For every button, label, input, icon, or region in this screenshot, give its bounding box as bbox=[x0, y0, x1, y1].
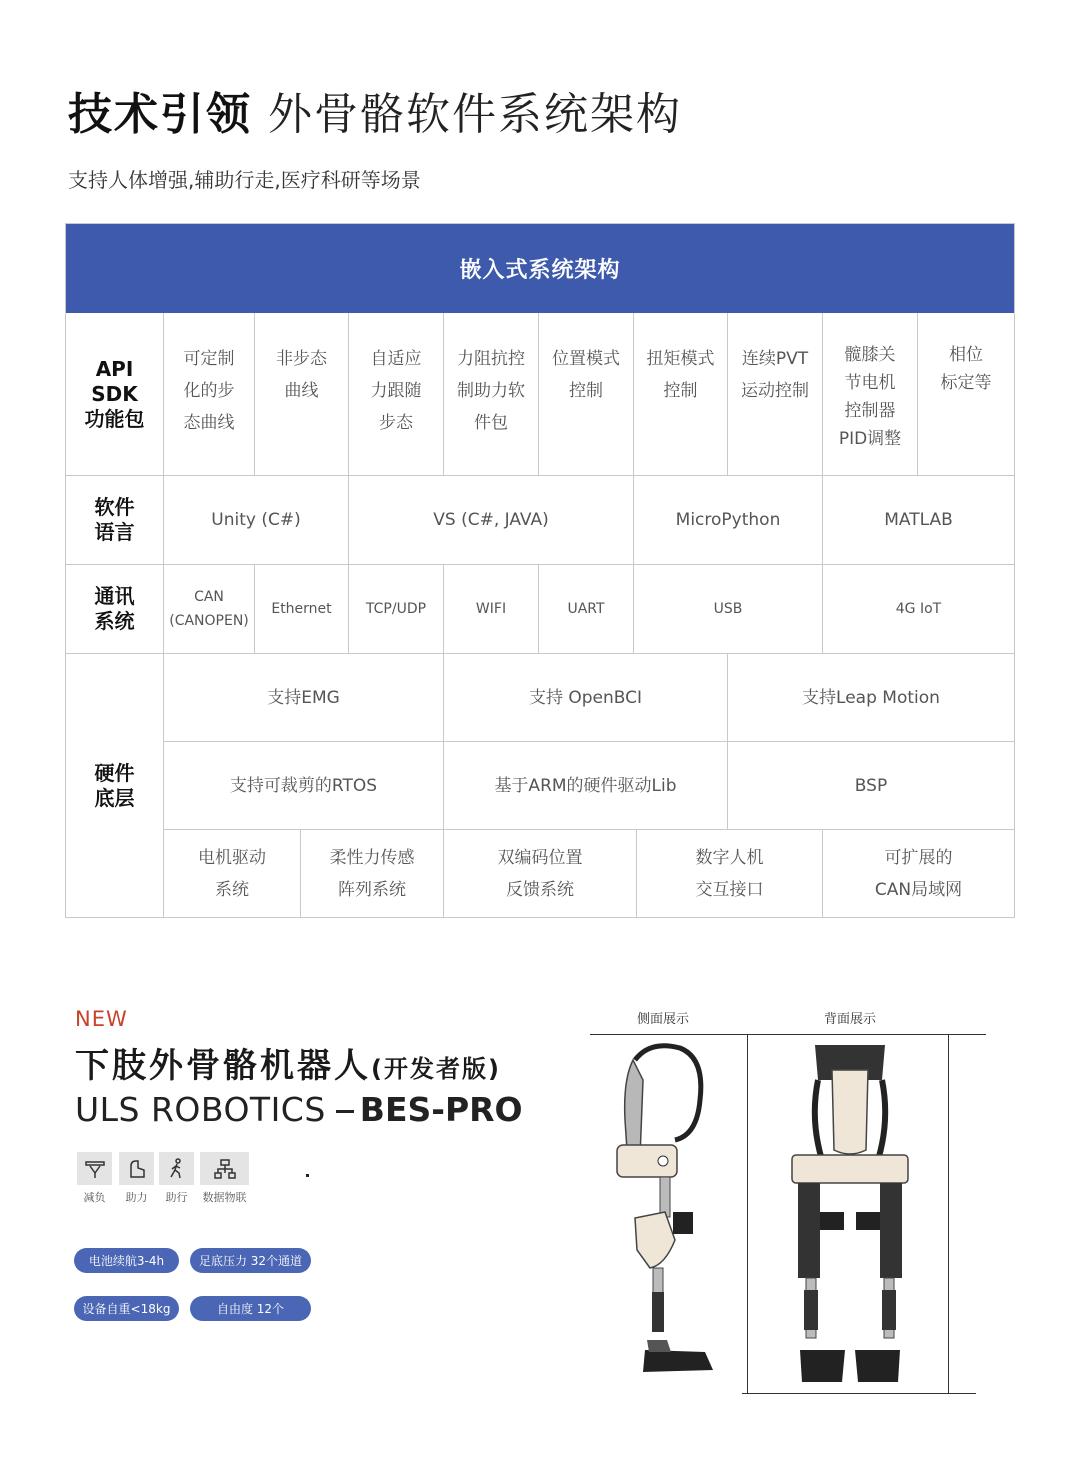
hardware-item: 支持 OpenBCI bbox=[444, 654, 728, 742]
spec-pill-battery: 电池续航3-4h bbox=[74, 1248, 179, 1273]
hardware-item: 柔性力传感 阵列系统 bbox=[301, 830, 444, 918]
feature-network bbox=[200, 1152, 249, 1205]
feature-label: 减负 bbox=[83, 1191, 106, 1204]
language-item: VS (C#, JAVA) bbox=[349, 476, 634, 565]
row-label-hardware: 硬件 底层 bbox=[66, 654, 164, 918]
exoskeleton-back-view bbox=[770, 1040, 930, 1390]
api-item: 可定制 化的步 态曲线 bbox=[164, 313, 255, 476]
hardware-item: 数字人机 交互接口 bbox=[637, 830, 823, 918]
network-icon bbox=[200, 1152, 249, 1185]
decorative-dot bbox=[306, 1174, 309, 1177]
api-item: 扭矩模式 控制 bbox=[634, 313, 728, 476]
walking-icon bbox=[159, 1152, 194, 1185]
feature-weight-reduction bbox=[76, 1152, 113, 1205]
comm-item: 4G IoT bbox=[823, 565, 1014, 654]
product-model bbox=[75, 1090, 523, 1129]
side-view-label: 侧面展示 bbox=[637, 1012, 690, 1027]
row-label-api: API SDK 功能包 bbox=[66, 313, 164, 476]
comm-item: WIFI bbox=[444, 565, 539, 654]
spec-pill-dof: 自由度 12个 bbox=[190, 1296, 311, 1321]
comm-item: TCP/UDP bbox=[349, 565, 444, 654]
feature-walking bbox=[158, 1152, 195, 1205]
feature-label: 助行 bbox=[165, 1191, 188, 1204]
feature-label: 助力 bbox=[125, 1191, 148, 1204]
hardware-item: 基于ARM的硬件驱动Lib bbox=[444, 742, 728, 830]
language-item: MATLAB bbox=[823, 476, 1014, 565]
weight-reduction-icon bbox=[77, 1152, 112, 1185]
language-item: Unity (C#) bbox=[164, 476, 349, 565]
row-label-language: 软件 语言 bbox=[66, 476, 164, 565]
title-main: 外骨骼软件系统架构 bbox=[268, 89, 682, 140]
hardware-item: 双编码位置 反馈系统 bbox=[444, 830, 637, 918]
architecture-table bbox=[65, 223, 1015, 918]
language-item: MicroPython bbox=[634, 476, 823, 565]
api-item: 相位 标定等 bbox=[918, 313, 1014, 476]
title-emphasis: 技术引领 bbox=[68, 89, 252, 140]
api-item: 力阻抗控 制助力软 件包 bbox=[444, 313, 539, 476]
back-view-label: 背面展示 bbox=[824, 1012, 877, 1027]
hardware-item: 支持Leap Motion bbox=[728, 654, 1014, 742]
row-label-comm: 通讯 系统 bbox=[66, 565, 164, 654]
view-bottom-rule bbox=[742, 1393, 976, 1394]
product-name-suffix: (开发者版) bbox=[371, 1055, 501, 1083]
hardware-item: 支持可裁剪的RTOS bbox=[164, 742, 444, 830]
hardware-item: 支持EMG bbox=[164, 654, 444, 742]
view-divider-left bbox=[747, 1034, 748, 1394]
feature-label: 数据物联 bbox=[202, 1191, 247, 1204]
hardware-item: 电机驱动 系统 bbox=[164, 830, 301, 918]
api-item: 髋膝关 节电机 控制器 PID调整 bbox=[823, 313, 918, 476]
feature-assist bbox=[118, 1152, 155, 1205]
hardware-item: BSP bbox=[728, 742, 1014, 830]
model-separator bbox=[336, 1110, 354, 1113]
spec-pill-weight: 设备自重<18kg bbox=[74, 1296, 179, 1321]
assist-icon bbox=[119, 1152, 154, 1185]
model-code: BES-PRO bbox=[359, 1090, 523, 1129]
product-name-main: 下肢外骨骼机器人 bbox=[75, 1046, 371, 1086]
product-name bbox=[75, 1038, 501, 1087]
comm-item: CAN (CANOPEN) bbox=[164, 565, 255, 654]
comm-item: USB bbox=[634, 565, 823, 654]
page-title bbox=[68, 78, 682, 142]
comm-item: UART bbox=[539, 565, 634, 654]
api-item: 连续PVT 运动控制 bbox=[728, 313, 823, 476]
page-subtitle: 支持人体增强,辅助行走,医疗科研等场景 bbox=[68, 168, 421, 192]
model-brand: ULS ROBOTICS bbox=[75, 1090, 326, 1129]
view-divider-right bbox=[948, 1034, 949, 1394]
architecture-header: 嵌入式系统架构 bbox=[66, 224, 1014, 313]
spec-pill-pressure: 足底压力 32个通道 bbox=[190, 1248, 311, 1273]
hardware-item: 可扩展的 CAN局域网 bbox=[874, 848, 963, 900]
api-item: 非步态 曲线 bbox=[255, 313, 349, 476]
exoskeleton-side-view bbox=[605, 1040, 725, 1390]
api-item: 位置模式 控制 bbox=[539, 313, 634, 476]
view-top-rule bbox=[590, 1034, 986, 1035]
new-badge: NEW bbox=[75, 1007, 128, 1031]
comm-item: Ethernet bbox=[255, 565, 349, 654]
api-item: 自适应 力跟随 步态 bbox=[349, 313, 444, 476]
